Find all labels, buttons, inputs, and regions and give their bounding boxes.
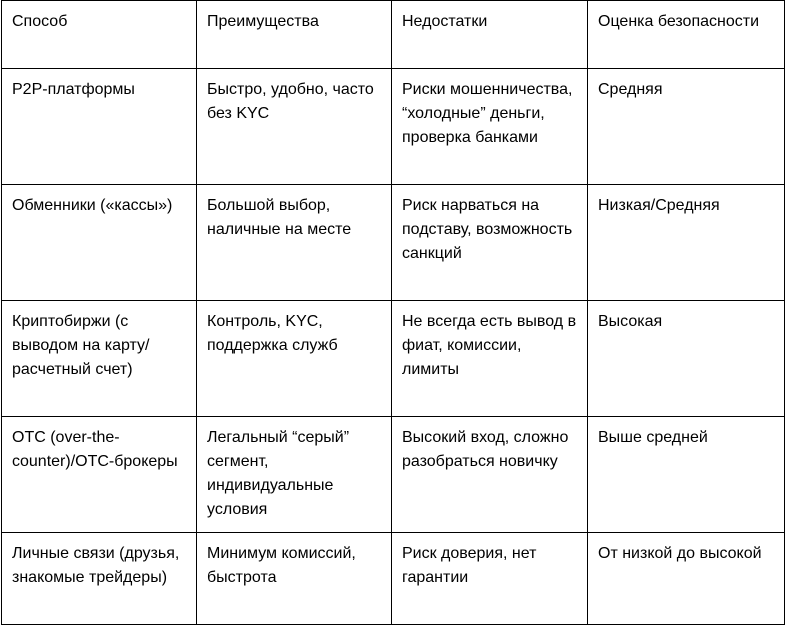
cell-safety-rating: Выше средней [588,417,785,533]
cell-safety-rating: От низкой до высокой [588,533,785,625]
cell-method: Обменники («кассы») [2,185,197,301]
header-cell-safety-rating: Оценка безопасности [588,1,785,69]
cell-advantages: Минимум комиссий, быстрота [197,533,392,625]
table-row [2,69,785,185]
cell-safety-rating: Низкая/Средняя [588,185,785,301]
cell-disadvantages: Риск доверия, нет гарантии [392,533,588,625]
table-row [2,533,785,625]
table-row [2,417,785,533]
cell-disadvantages: Риски мошенничества, “холодные” деньги, проверка банками [392,69,588,185]
header-cell-disadvantages: Недостатки [392,1,588,69]
cell-method: OTC (over-the-counter)/OTC-брокеры [2,417,197,533]
cell-advantages: Быстро, удобно, часто без KYC [197,69,392,185]
cell-advantages: Легальный “серый” сегмент, индивидуальные условия [197,417,392,533]
comparison-table [1,0,785,625]
header-cell-advantages: Преимущества [197,1,392,69]
table-header-row [2,1,785,69]
cell-method: P2P-платформы [2,69,197,185]
table-row [2,301,785,417]
cell-disadvantages: Риск нарваться на подставу, возможность санкций [392,185,588,301]
cell-safety-rating: Средняя [588,69,785,185]
table-row [2,185,785,301]
cell-disadvantages: Высокий вход, сложно разобраться новичку [392,417,588,533]
cell-method: Личные связи (друзья, знакомые трейдеры) [2,533,197,625]
cell-advantages: Контроль, KYC, поддержка служб [197,301,392,417]
cell-advantages: Большой выбор, наличные на месте [197,185,392,301]
header-cell-method: Способ [2,1,197,69]
cell-method: Криптобиржи (с выводом на карту/расчетный счет) [2,301,197,417]
cell-disadvantages: Не всегда есть вывод в фиат, комиссии, лимиты [392,301,588,417]
cell-safety-rating: Высокая [588,301,785,417]
